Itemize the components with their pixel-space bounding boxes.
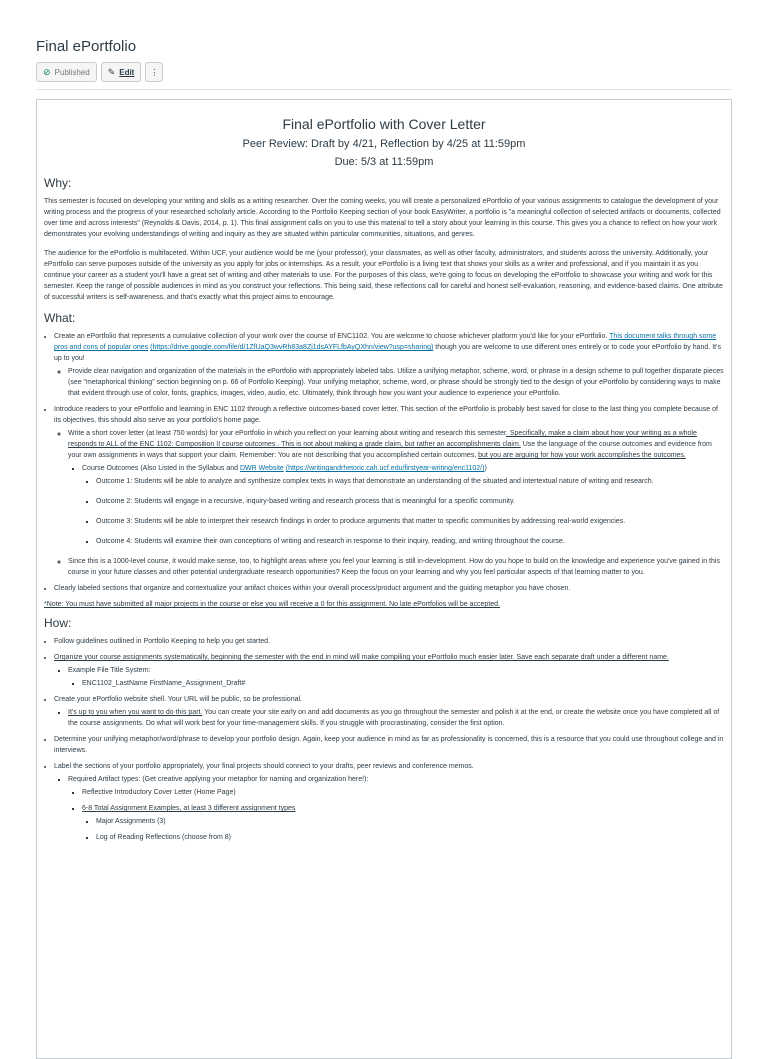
- how-item-3-sub: [68, 707, 724, 729]
- dwr-website-url[interactable]: (https://writingandrhetoric.cah.ucf.edu/firstyear-writing/enc1102/): [285, 465, 485, 472]
- cover-letter-text: Write a short cover letter (at least 750 words) for your ePortfolio in which you reflect on your learning about writing and research this semester: [68, 430, 506, 437]
- kebab-icon: ⋮: [150, 67, 159, 77]
- cover-letter-text-2: Use the language of the course outcomes and evidence from your own assignments in ways that support your claim. Remember: You are not describing that you accomplished certain outcomes,: [68, 441, 712, 459]
- how-item-3-sub-text: You can create your site early on and add documents as you go throughout the semester and polish it at the end, or create the website once you have completed all of the course assignments. Do what will work best for your time-management skills. If you struggle with procrastinating, consider the first option.: [68, 709, 720, 727]
- how-item-2: [54, 652, 724, 689]
- peer-review-dates: Peer Review: Draft by 4/21, Reflection by 4/25 at 11:59pm: [242, 138, 526, 150]
- what-list: [44, 331, 724, 594]
- more-options-button[interactable]: [145, 62, 163, 82]
- due-date: Due: 5/3 at 11:59pm: [334, 156, 434, 168]
- why-paragraph-2: The audience for the ePortfolio is multifaceted. Within UCF, your audience would be me (your professor), your classmates, as well as other faculty, administrators, and students across the university. Additionally, your ePortfolio can serve purposes outside of the university as you apply for jobs or internships. As a result, your ePortfolio is a living text that shows your skills as a writer and professional, and if you maintain it as you continue your career as a student you'll have a great set of writing and other materials to use. For the purposes of this class, we're going to focus on developing the ePortfolio to showcase your writing and work for this semester. Keep the range of possible audiences in mind as you construct your reflections. This being said, these reflections call for careful and honest self-evaluation, reasoning, and evidence-based claims. One attribute of successful writers is self-awareness, and that's exactly what this project aims to encourage.: [44, 250, 723, 301]
- cover-letter-argue: but you are arguing for how your work accomplishes the outcomes.: [478, 452, 686, 459]
- platforms-doc-link[interactable]: This document talks through some pros and cons of popular ones: [54, 333, 717, 351]
- file-title-label: Example File Title System:: [68, 667, 151, 674]
- how-item-3-text: Create your ePortfolio website shell. Your URL will be public, so be professional.: [54, 696, 302, 703]
- outcome-1: ▪ Outcome 1: Students will be able to analyze and synthesize complex texts in ways that demonstrate an understanding of the situated and intertextual nature of writing and research.: [96, 476, 724, 487]
- outcome-2: ▪ Outcome 2: Students will engage in a recursive, inquiry-based writing and research process that is meaningful for a specific community.: [96, 496, 724, 507]
- edit-button[interactable]: [101, 62, 142, 82]
- outcomes-end: ): [484, 465, 487, 472]
- how-item-2-text: Organize your course assignments systematically, beginning the semester with the end in mind will make compiling your ePortfolio much easier later. Save each separate draft under a different name.: [54, 654, 669, 661]
- how-list: [44, 636, 724, 843]
- major-assignments: ▪ Major Assignments (3): [96, 816, 724, 827]
- reading-reflections: ▪ Log of Reading Reflections (choose from 8): [96, 832, 724, 843]
- platforms-doc-url[interactable]: (https://drive.google.com/file/d/1ZfUaQ3wvRh83a8Zj1dsAYFLfbAyQXhn/view?usp=sharing): [150, 344, 434, 351]
- submission-note: *Note: You must have submitted all major projects in the course or else you will receive a 0 for this assignment. No late ePortfolios will be accepted.: [44, 601, 501, 608]
- edit-label: Edit: [119, 67, 135, 77]
- toolbar: [36, 62, 163, 82]
- why-heading: Why:: [44, 176, 72, 190]
- how-item-4: • Determine your unifying metaphor/word/phrase to develop your portfolio design. Again, keep your audience in mind as far as professionality is concerned, this is a resource that you could use throughout college and in interviews.: [54, 734, 724, 756]
- dwr-website-link[interactable]: DWR Website: [239, 465, 284, 472]
- artifact-examples: [82, 803, 724, 843]
- how-item-3: [54, 694, 724, 729]
- required-artifacts: [68, 774, 724, 843]
- what-item-2-sub: [68, 428, 724, 547]
- assignment-description: [36, 99, 732, 1059]
- how-item-3-sub-u: It's up to you when you want to do this part.: [68, 709, 203, 716]
- what-item-1-text: Create an ePortfolio that represents a cumulative collection of your work over the course of ENC1102. You are welcome to choose whichever platform you'd like for your ePortfolio.: [54, 333, 610, 340]
- header-divider: [36, 89, 732, 90]
- what-heading: What:: [44, 311, 76, 325]
- what-item-2-sub-2: ◦ Since this is a 1000-level course, it would make sense, too, to highlight areas where you feel your learning is still in-development. How do you hope to build on the knowledge and experience you've gained in this course in your future classes and other potential undergraduate research opportunities? Keep the focus on your learning and why you feel particular aspects of that learning matter to you.: [68, 556, 724, 578]
- outcome-4: ▪ Outcome 4: Students will examine their own conceptions of writing and research in response to their inquiry, reading, and writing throughout the course.: [96, 536, 724, 547]
- what-item-3: • Clearly labeled sections that organize and contextualize your artifact choices within your overall process/product argument and the guiding metaphor you have chosen.: [54, 583, 724, 594]
- required-artifacts-label: Required Artifact types: (Get creative applying your metaphor for naming and organization here!):: [68, 776, 369, 783]
- how-item-1: • Follow guidelines outlined in Portfolio Keeping to help you get started.: [54, 636, 724, 647]
- artifact-cover-letter: ▪ Reflective Introductory Cover Letter (Home Page): [82, 787, 724, 798]
- how-item-5: [54, 761, 724, 843]
- cover-letter-claim: . Specifically, make a claim about how your writing as a whole responds to ALL of the ENC 1102: Composition II course outcomes . This is not about making a grade claim, but rather an accomplishments claim.: [68, 430, 697, 448]
- published-label: Published: [54, 67, 90, 77]
- file-title-example: ▪ ENC1102_LastName FirstName_Assignment_Draft#: [82, 678, 724, 689]
- check-circle-icon: ⊘: [43, 66, 51, 77]
- how-heading: How:: [44, 616, 72, 630]
- what-item-2-text: Introduce readers to your ePortfolio and learning in ENC 1102 through a reflective outcomes-based cover letter. This section of the ePortfolio is probably best saved for close to the last thing you complete because of its objectives, this should also serve as your portfolio's home page.: [54, 406, 718, 424]
- why-paragraph-1: This semester is focused on developing your writing and skills as a writing researcher. Over the coming weeks, you will create a personalized ePortfolio of your various assignments to catalogue the development of your writing process and the progress of your researched scholarly article. According to the Portfolio Keeping section of your book EasyWriter, a portfolio is "a meaningful collection of selected artifacts or documents, collected over time and across interests" (Reynolds & Davis, 2014, p. 1). This final assignment calls on you to use this material to tell a story about your learning in this course. This gives you a chance to reflect on how your work demonstrates your evolving understandings of writing and inquiry as they are situated within particular communities, situations, and genres.: [44, 198, 721, 238]
- course-outcomes: [82, 463, 724, 547]
- file-title-system: [68, 665, 724, 689]
- artifact-examples-text: 6-8 Total Assignment Examples, at least 3 different assignment types: [82, 805, 296, 812]
- page-title: Final ePortfolio: [36, 38, 137, 55]
- pencil-icon: ✎: [107, 66, 116, 77]
- published-button[interactable]: [36, 62, 97, 82]
- outcomes-label: Course Outcomes (Also Listed in the Syllabus and: [82, 465, 240, 472]
- what-item-1: [54, 331, 724, 399]
- what-item-2: [54, 404, 724, 578]
- what-item-1-sub: ◦ Provide clear navigation and organization of the materials in the ePortfolio with appropriately labeled tabs. Utilize a unifying metaphor, scheme, word, or phrase in a design scheme to pull together disparate pieces (see "metaphorical thinking" section beginning on p. 66 of Portfolio Keeping). Your unifying metaphor, scheme, word, or phrase should be strongly tied to the design of your ePortfolio by considering ways to make that evident through use of color, fonts, graphics, images, video, audio, etc. Ultimately, think through how you want your audience to experience your ePortfolio.: [68, 366, 724, 399]
- assignment-title: Final ePortfolio with Cover Letter: [282, 116, 486, 132]
- what-item-1-text-end: though you are welcome to use different ones entirely or to code your ePortfolio by hand. It's up to you!: [54, 344, 721, 362]
- outcome-3: ▪ Outcome 3: Students will be able to interpret their research findings in order to produce arguments that matter to specific communities by addressing real-world exigencies.: [96, 516, 724, 527]
- how-item-5-text: Label the sections of your portfolio appropriately, your final projects should connect to your drafts, peer reviews and conference memos.: [54, 763, 474, 770]
